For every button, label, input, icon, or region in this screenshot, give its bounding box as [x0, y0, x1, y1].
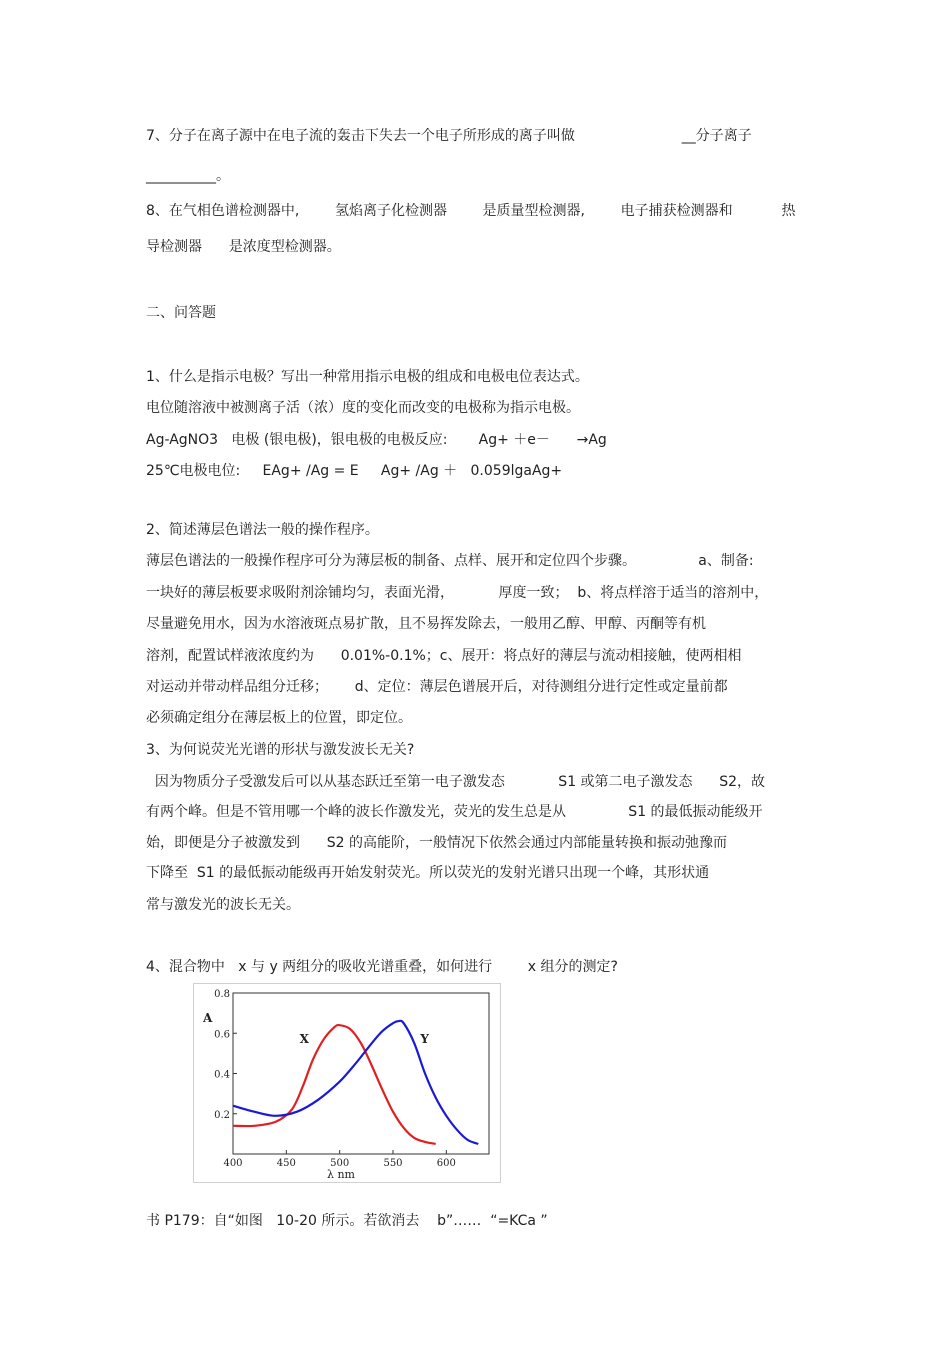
absorption-spectrum-chart: [193, 983, 501, 1183]
qa2-answer-line6: 必须确定组分在薄层板上的位置，即定位。: [146, 710, 412, 726]
qa1-answer-line3: 25℃电极电位: EAg+ /Ag = E Ag+ /Ag ＋ 0.059lgaAg+: [146, 463, 563, 479]
qa2-answer-line4: 溶剂，配置试样液浓度约为 0.01%-0.1%；c、展开：将点好的薄层与流动相接触，使两相相: [146, 648, 742, 664]
qa2-answer-line3: 尽量避免用水，因为水溶液斑点易扩散，且不易挥发除去，一般用乙醇、甲醇、丙酮等有机: [146, 616, 706, 632]
qa3-answer-line4: 下降至 S1 的最低振动能级再开始发射荧光。所以荧光的发射光谱只出现一个峰，其形状通: [146, 865, 710, 881]
y-tick-label-3: 0.8: [214, 989, 230, 1000]
qa2-answer-line5: 对运动并带动样品组分迁移； d、定位：薄层色谱展开后，对待测组分进行定性或定量前都: [146, 679, 728, 695]
x-tick-label-450: 450: [276, 1158, 296, 1169]
qa4-answer: 书 P179：自“如图 10-20 所示。若欲消去 b”…… “=KCa ”: [146, 1213, 548, 1229]
x-tick-label-400: 400: [223, 1158, 243, 1169]
x-tick-label-600: 600: [436, 1158, 456, 1169]
y-axis-label: A: [203, 1011, 213, 1025]
series-label-y: Y: [420, 1032, 429, 1047]
qa3-answer-line3: 始，即便是分子被激发到 S2 的高能阶，一般情况下依然会通过内部能量转换和振动弛豫而: [146, 835, 727, 851]
qa4-question: 4、混合物中 x 与 y 两组分的吸收光谱重叠，如何进行 x 组分的测定?: [146, 959, 618, 975]
qa2-question: 2、简述薄层色谱法一般的操作程序。: [146, 522, 379, 538]
qa1-answer-line2: Ag-AgNO3 电极 (银电极)，银电极的电极反应: Ag+ ＋e－ →Ag: [146, 432, 607, 448]
series-line-y: [233, 1021, 478, 1144]
qa3-answer-line5: 常与激发光的波长无关。: [146, 897, 300, 913]
y-tick-label-0: 0.2: [214, 1109, 230, 1121]
x-tick-label-500: 500: [330, 1158, 350, 1169]
question-8-line2: 导检测器 是浓度型检测器。: [146, 239, 341, 255]
chart-svg: [194, 984, 500, 1182]
qa1-answer-line1: 电位随溶液中被测离子活（浓）度的变化而改变的电极称为指示电极。: [146, 400, 580, 416]
qa3-question: 3、为何说荧光光谱的形状与激发波长无关?: [146, 742, 415, 758]
y-tick-label-1: 0.4: [214, 1069, 230, 1081]
qa3-answer-line1: 因为物质分子受激发后可以从基态跃迁至第一电子激发态 S1 或第二电子激发态 S2，故: [146, 774, 766, 790]
qa2-answer-line1: 薄层色谱法的一般操作程序可分为薄层板的制备、点样、展开和定位四个步骤。 a、制备:: [146, 553, 754, 569]
question-8-line1: 8、在气相色谱检测器中, 氢焰离子化检测器 是质量型检测器, 电子捕获检测器和 热: [146, 203, 796, 219]
plot-frame: [233, 993, 489, 1154]
qa1-question: 1、什么是指示电极？写出一种常用指示电极的组成和电极电位表达式。: [146, 369, 589, 385]
x-axis-label: λ nm: [327, 1168, 355, 1181]
series-label-x: X: [299, 1032, 309, 1047]
qa2-answer-line2: 一块好的薄层板要求吸附剂涂铺均匀，表面光滑， 厚度一致； b、将点样溶于适当的溶剂中，: [146, 585, 769, 601]
question-7-line1: 7、分子在离子源中在电子流的轰击下失去一个电子所形成的离子叫做 __分子离子: [146, 128, 752, 144]
x-tick-label-550: 550: [383, 1158, 403, 1169]
y-tick-label-2: 0.6: [214, 1029, 230, 1041]
question-7-line2: __________。: [146, 168, 230, 184]
section-heading: 二、问答题: [146, 305, 216, 321]
qa3-answer-line2: 有两个峰。但是不管用哪一个峰的波长作激发光，荧光的发生总是从 S1 的最低振动能级开: [146, 804, 763, 820]
series-line-x: [233, 1025, 436, 1144]
